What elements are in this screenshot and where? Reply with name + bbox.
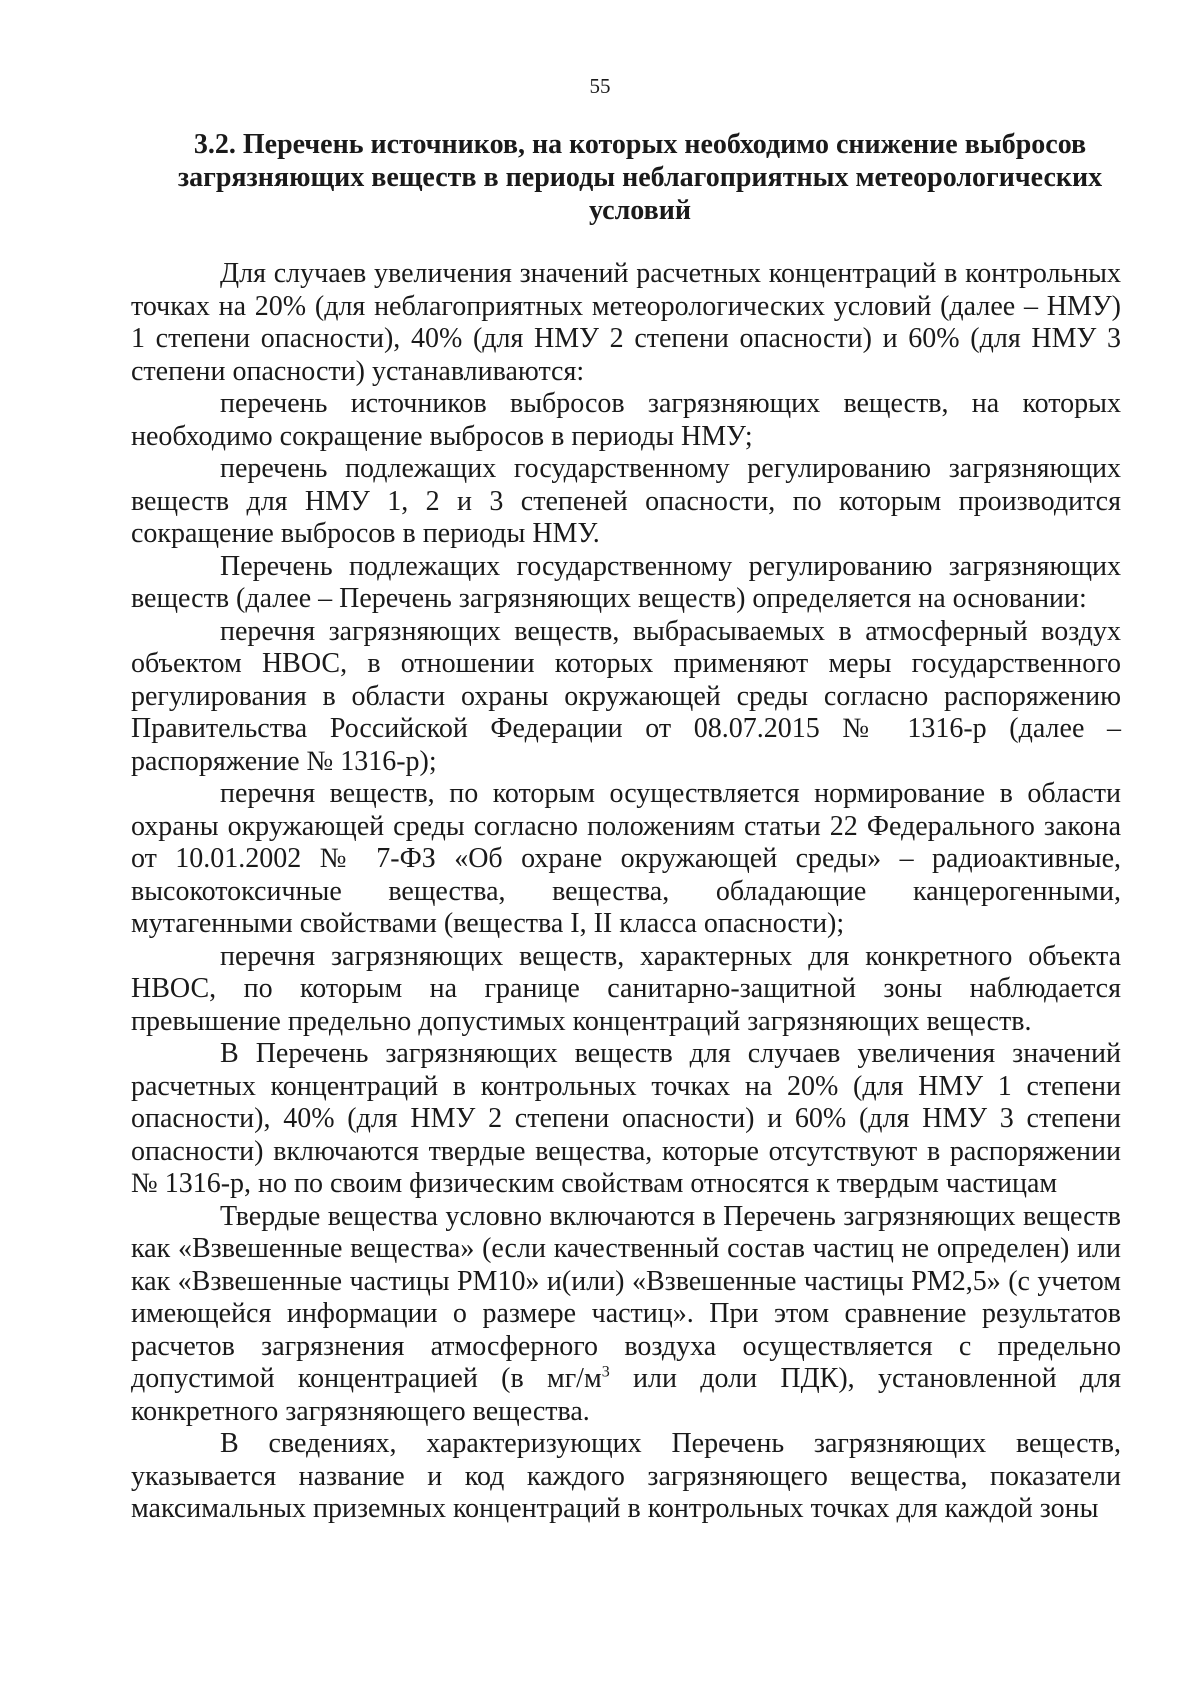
list-item-paragraph: перечня веществ, по которым осуществляется нормирование в области охраны окружающей среды согласно положениям статьи 22 Федерального закона от 10.01.2002 № 7-ФЗ «Об охране окружающей среды» – радиоактивные, высокотоксичные вещества, вещества, обладающие канцерогенными, мутагенными свойствами (вещества I, II класса опасности); — [131, 778, 1121, 939]
superscript: 3 — [601, 1363, 610, 1381]
paragraph: В сведениях, характеризующих Перечень загрязняющих веществ, указывается название и код каждого загрязняющего вещества, показатели максимальных приземных концентраций в контрольных точках для каждой зоны — [131, 1428, 1121, 1524]
list-item-paragraph: перечня загрязняющих веществ, характерных для конкретного объекта НВОС, по которым на границе санитарно-защитной зоны наблюдается превышение предельно допустимых концентраций загрязняющих веществ. — [131, 940, 1121, 1037]
section-title: 3.2. Перечень источников, на которых необходимо снижение выбросов загрязняющих веществ в периоды неблагоприятных метеорологических условий — [177, 129, 1103, 226]
paragraph: Для случаев увеличения значений расчетных концентраций в контрольных точках на 20% (для неблагоприятных метеорологических условий (далее – НМУ) 1 степени опасности), 40% (для НМУ 2 степени опасности) и 60% (для НМУ 3 степени опасности) устанавливаются: — [131, 258, 1121, 387]
paragraph-with-units — [131, 1201, 1121, 1429]
paragraph-text: Твердые вещества условно включаются в Перечень загрязняющих веществ как «Взвешенные вещества» (если качественный состав частиц не определен) или как «Взвешенные частицы РМ10» и(или) «Взвешенные частицы РМ2,5» (с учетом имеющейся информации о размере частиц». При этом сравнение результатов расчетов загрязнения атмосферного воздуха осуществляется с предельно допустимой концентрацией (в мг/м — [131, 1200, 1121, 1394]
page-number: 55 — [589, 74, 611, 98]
list-item-paragraph: перечень источников выбросов загрязняющих веществ, на которых необходимо сокращение выбросов в периоды НМУ; — [131, 388, 1121, 452]
paragraph: В Перечень загрязняющих веществ для случаев увеличения значений расчетных концентраций в контрольных точках на 20% (для НМУ 1 степени опасности), 40% (для НМУ 2 степени опасности) и 60% (для НМУ 3 степени опасности) включаются твердые вещества, которые отсутствуют в распоряжении № 1316-р, но по своим физическим свойствам относятся к твердым частицам — [131, 1038, 1121, 1199]
list-item-paragraph: перечня загрязняющих веществ, выбрасываемых в атмосферный воздух объектом НВОС, в отношении которых применяют меры государственного регулирования в области охраны окружающей среды согласно распоряжению Правительства Российской Федерации от 08.07.2015 № 1316-р (далее – распоряжение № 1316-р); — [131, 615, 1121, 777]
paragraph: Перечень подлежащих государственному регулированию загрязняющих веществ (далее – Перечень загрязняющих веществ) определяется на основании: — [131, 550, 1121, 614]
paragraph-text: или доли ПДК), установленной для конкретного загрязняющего вещества. — [131, 1363, 1121, 1427]
list-item-paragraph: перечень подлежащих государственному регулированию загрязняющих веществ для НМУ 1, 2 и 3 степеней опасности, по которым производится сокращение выбросов в периоды НМУ. — [131, 453, 1121, 549]
body-text — [131, 258, 1121, 1526]
